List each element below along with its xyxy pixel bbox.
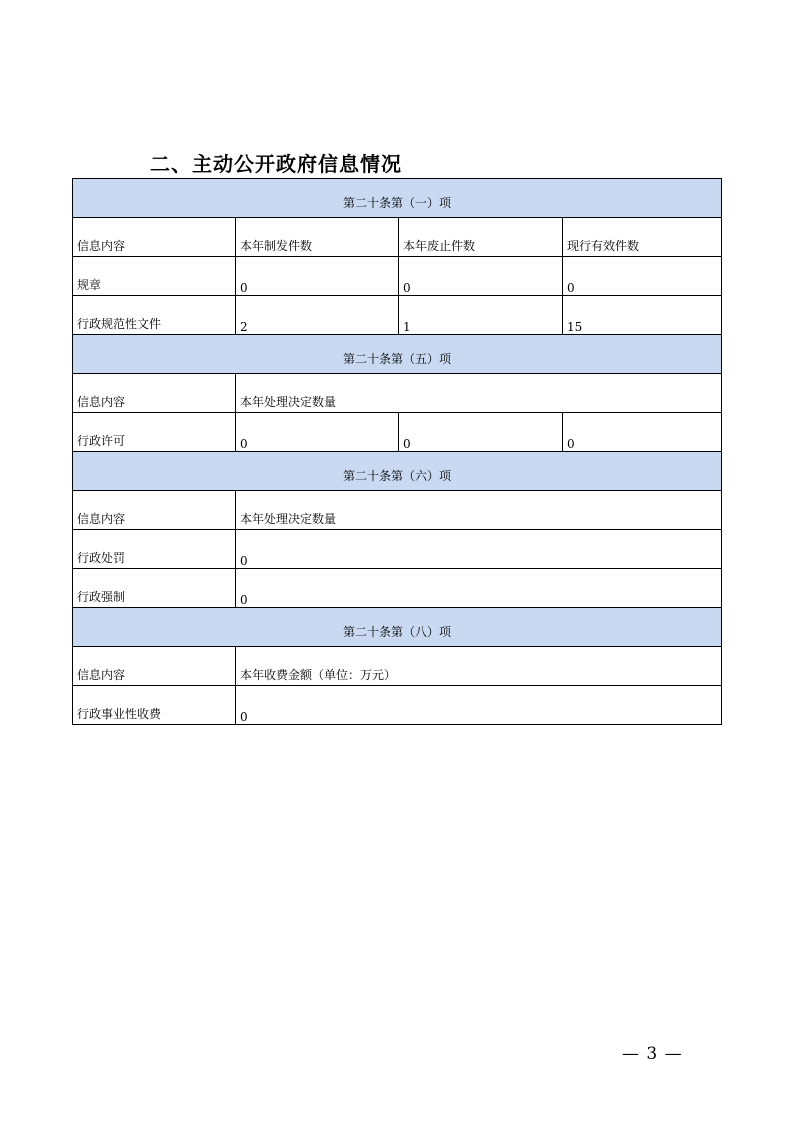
- column-header-row: [73, 491, 722, 530]
- cell-value: 0: [236, 257, 399, 296]
- cell-value: 0: [236, 530, 722, 569]
- section-header-row: [73, 335, 722, 374]
- page-number: — 3 —: [622, 1044, 683, 1064]
- row-label: 行政许可: [73, 413, 236, 452]
- cell-value: 0: [399, 413, 563, 452]
- row-label: 行政强制: [73, 569, 236, 608]
- cell-value: 0: [399, 257, 563, 296]
- cell-value: 15: [563, 296, 722, 335]
- cell-value: 0: [563, 413, 722, 452]
- section-title: 二、主动公开政府信息情况: [150, 152, 402, 176]
- table-row: [73, 296, 722, 335]
- disclosure-table: [72, 178, 722, 725]
- column-header: 本年废止件数: [399, 218, 563, 257]
- section-header-row: [73, 608, 722, 647]
- column-header: 现行有效件数: [563, 218, 722, 257]
- section-header: 第二十条第（八）项: [73, 608, 722, 647]
- table-row: [73, 686, 722, 725]
- row-label: 行政规范性文件: [73, 296, 236, 335]
- row-label: 规章: [73, 257, 236, 296]
- cell-value: 0: [236, 413, 399, 452]
- section-header: 第二十条第（一）项: [73, 179, 722, 218]
- table-row: [73, 569, 722, 608]
- table-row: [73, 413, 722, 452]
- column-header: 信息内容: [73, 491, 236, 530]
- column-header-row: [73, 218, 722, 257]
- cell-value: 0: [563, 257, 722, 296]
- section-header-row: [73, 452, 722, 491]
- cell-value: 0: [236, 569, 722, 608]
- column-header: 信息内容: [73, 647, 236, 686]
- column-header-row: [73, 647, 722, 686]
- column-header: 本年收费金额（单位：万元）: [236, 647, 722, 686]
- cell-value: 1: [399, 296, 563, 335]
- section-header: 第二十条第（六）项: [73, 452, 722, 491]
- section-header-row: [73, 179, 722, 218]
- row-label: 行政事业性收费: [73, 686, 236, 725]
- column-header: 本年制发件数: [236, 218, 399, 257]
- cell-value: 0: [236, 686, 722, 725]
- cell-value: 2: [236, 296, 399, 335]
- column-header: 信息内容: [73, 374, 236, 413]
- column-header-row: [73, 374, 722, 413]
- column-header: 本年处理决定数量: [236, 491, 722, 530]
- table-row: [73, 257, 722, 296]
- table-row: [73, 530, 722, 569]
- column-header: 信息内容: [73, 218, 236, 257]
- section-header: 第二十条第（五）项: [73, 335, 722, 374]
- column-header: 本年处理决定数量: [236, 374, 722, 413]
- row-label: 行政处罚: [73, 530, 236, 569]
